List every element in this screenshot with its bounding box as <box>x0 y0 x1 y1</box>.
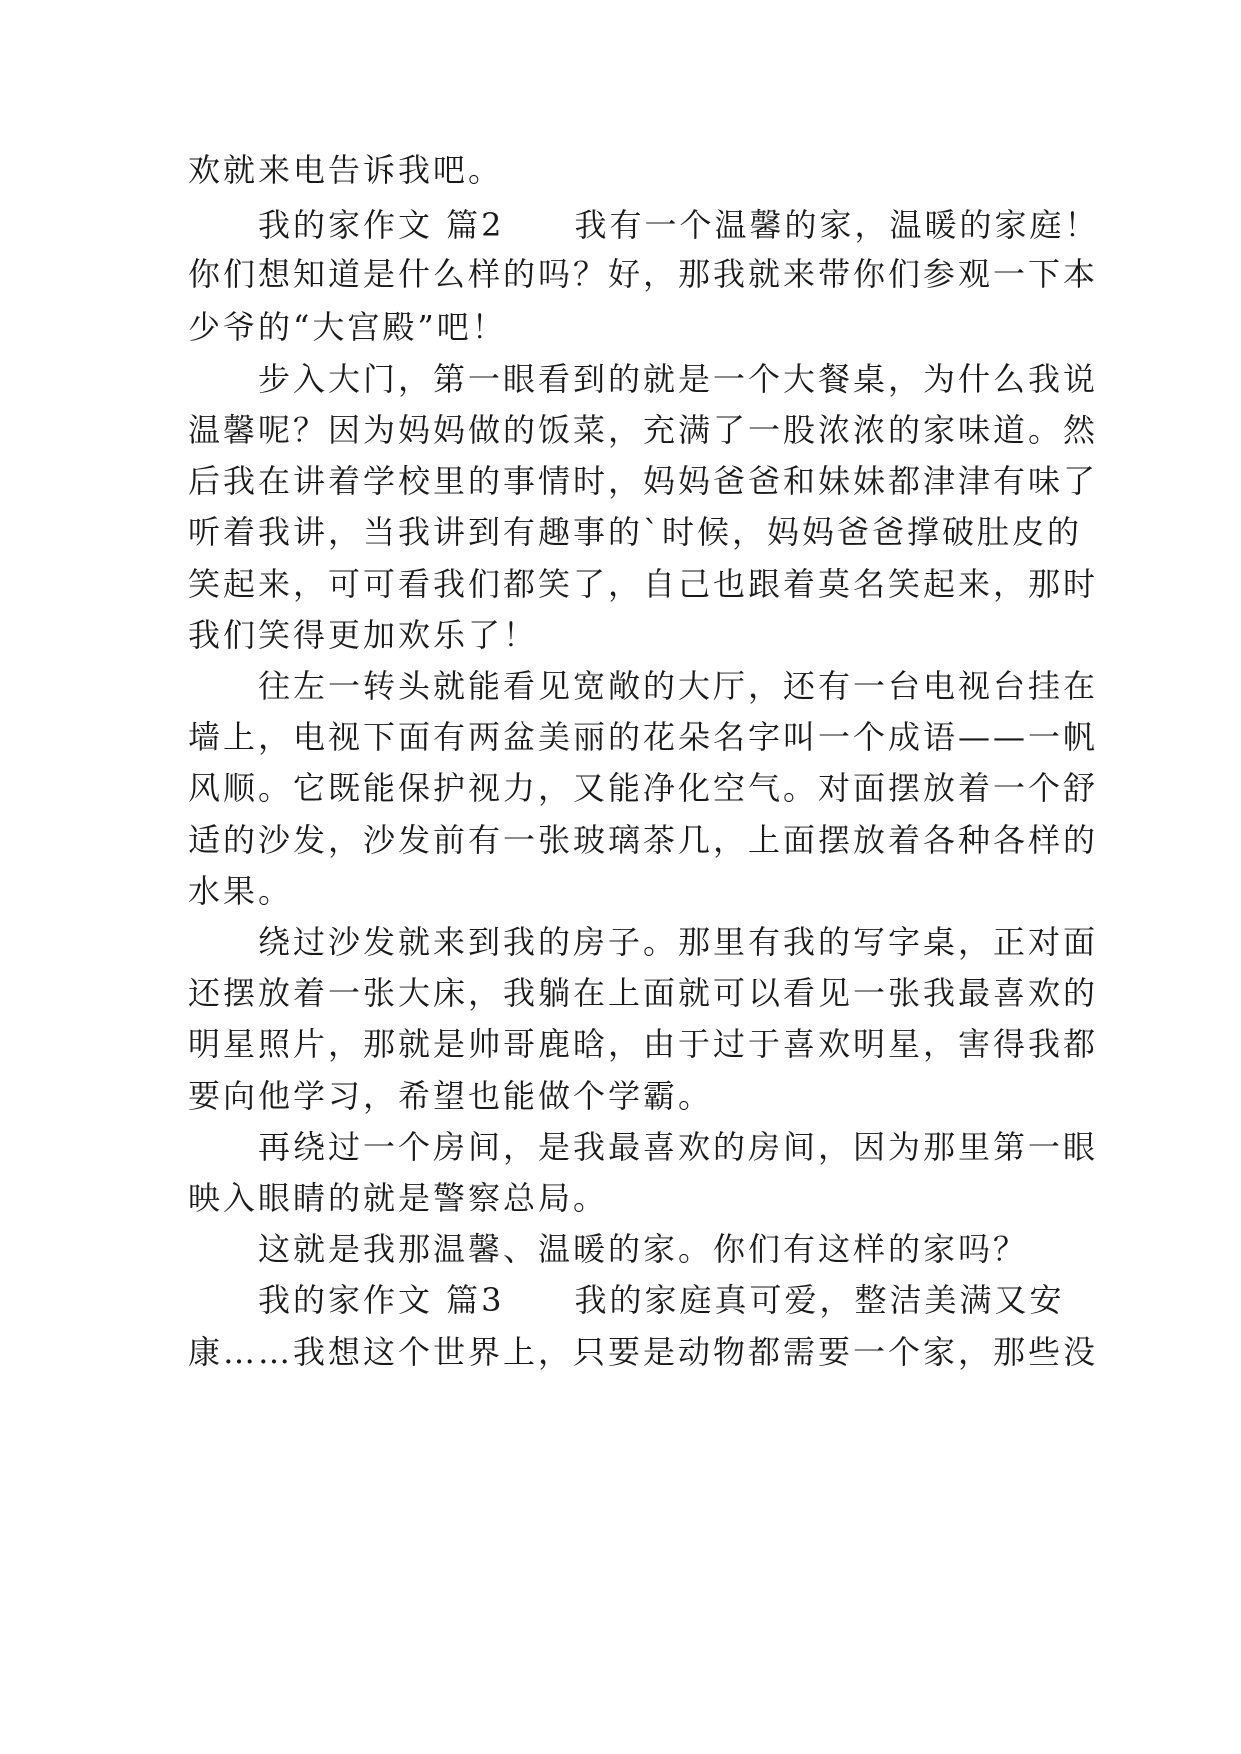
text-line: 少爷的“大宫殿”吧！ <box>188 308 507 346</box>
text-line: 康……我想这个世界上，只要是动物都需要一个家，那些没 <box>188 1333 1099 1371</box>
text-line: 你们想知道是什么样的吗？好，那我就来带你们参观一下本 <box>188 255 1099 293</box>
text-line: 我的家作文 篇3 我的家庭真可爱，整洁美满又安 <box>188 1281 1065 1319</box>
text-line: 要向他学习，希望也能做个学霸。 <box>188 1077 714 1115</box>
text-line: 我们笑得更加欢乐了！ <box>188 616 539 654</box>
text-line: 我的家作文 篇2 我有一个温馨的家，温暖的家庭！ <box>188 206 1100 244</box>
text-line: 绕过沙发就来到我的房子。那里有我的写字桌，正对面 <box>188 923 1099 961</box>
text-line: 适的沙发，沙发前有一张玻璃茶几，上面摆放着各种各样的 <box>188 821 1099 859</box>
text-line: 还摆放着一张大床，我躺在上面就可以看见一张我最喜欢的 <box>188 974 1099 1012</box>
text-line: 温馨呢？因为妈妈做的饭菜，充满了一股浓浓的家味道。然 <box>188 411 1099 449</box>
text-line: 步入大门，第一眼看到的就是一个大餐桌，为什么我说 <box>188 360 1099 398</box>
text-line: 明星照片，那就是帅哥鹿晗，由于过于喜欢明星，害得我都 <box>188 1025 1099 1063</box>
text-line: 笑起来，可可看我们都笑了，自己也跟着莫名笑起来，那时 <box>188 565 1099 603</box>
text-line: 后我在讲着学校里的事情时，妈妈爸爸和妹妹都津津有味了 <box>188 462 1099 500</box>
text-line: 风顺。它既能保护视力，又能净化空气。对面摆放着一个舒 <box>188 769 1099 807</box>
text-line: 欢就来电告诉我吧。 <box>188 151 504 189</box>
text-line: 映入眼睛的就是警察总局。 <box>188 1179 609 1217</box>
text-line: 墙上，电视下面有两盆美丽的花朵名字叫一个成语——一帆 <box>188 718 1099 756</box>
text-line: 往左一转头就能看见宽敞的大厅，还有一台电视台挂在 <box>188 667 1099 705</box>
text-line: 再绕过一个房间，是我最喜欢的房间，因为那里第一眼 <box>188 1128 1099 1166</box>
text-line: 听着我讲，当我讲到有趣事的`时候，妈妈爸爸撑破肚皮的 <box>188 513 1083 551</box>
text-line: 这就是我那温馨、温暖的家。你们有这样的家吗？ <box>188 1230 1029 1268</box>
text-line: 水果。 <box>188 872 294 910</box>
